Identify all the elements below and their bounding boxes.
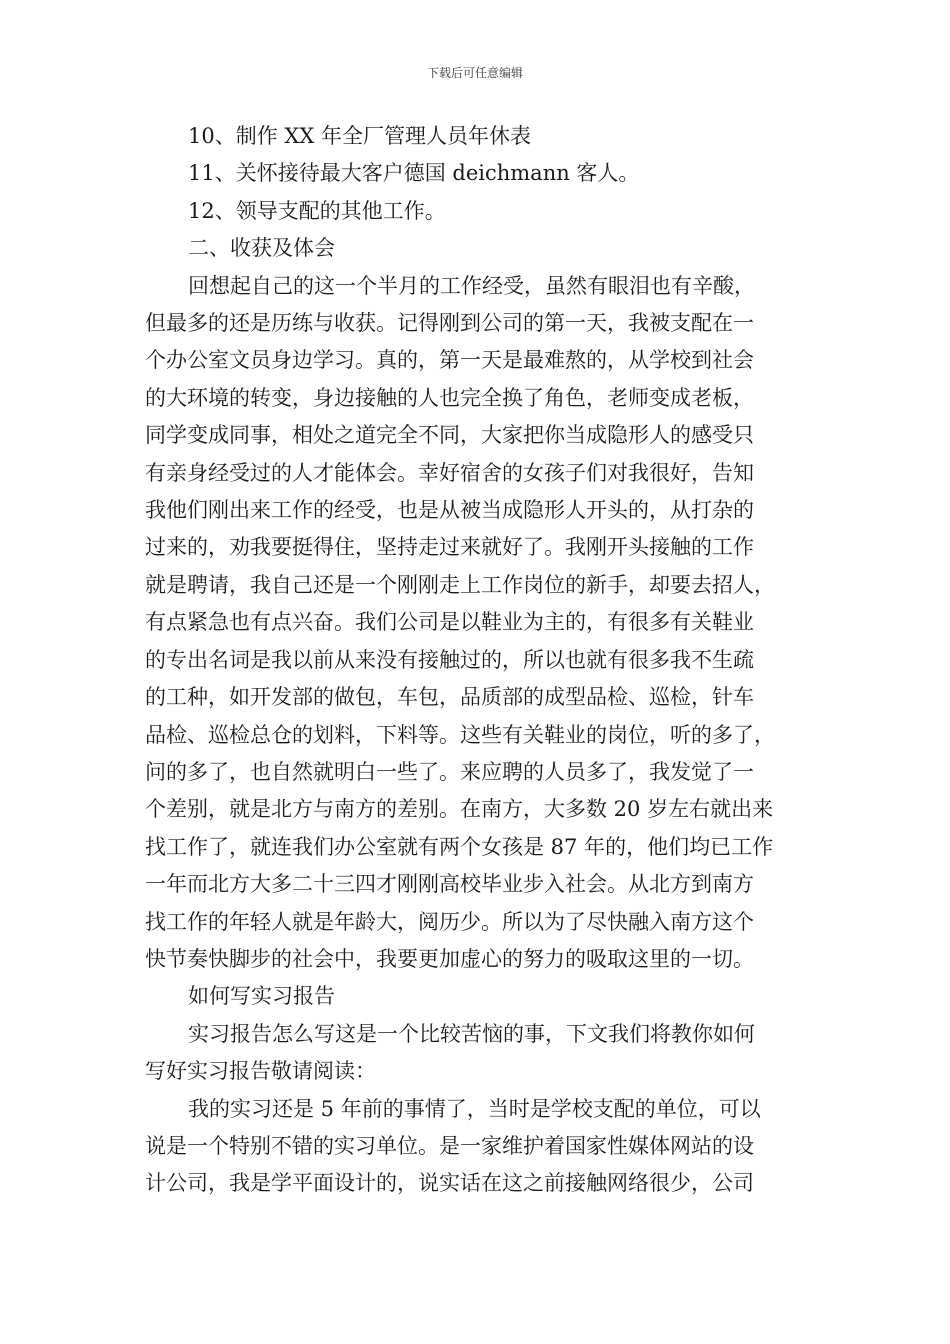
paragraph-line: 有点紧急也有点兴奋。我们公司是以鞋业为主的，有很多有关鞋业 <box>145 610 754 635</box>
paragraph-line: 实习报告怎么写这是一个比较苦恼的事，下文我们将教你如何 <box>188 1021 755 1046</box>
list-item: 10、制作 XX 年全厂管理人员年休表 <box>188 124 531 148</box>
subheading: 如何写实习报告 <box>188 984 335 1009</box>
paragraph-line: 快节奏快脚步的社会中，我要更加虚心的努力的吸取这里的一切。 <box>145 946 754 971</box>
paragraph-line: 说是一个特别不错的实习单位。是一家维护着国家性媒体网站的设 <box>145 1133 754 1158</box>
paragraph-experience <box>145 1091 821 1203</box>
paragraph-line: 品检、巡检总仓的划料，下料等。这些有关鞋业的岗位，听的多了， <box>145 722 775 747</box>
list-item: 11、关怀接待最大客户德国 deichmann 客人。 <box>188 161 640 186</box>
paragraph-line: 我他们刚出来工作的经受，也是从被当成隐形人开头的，从打杂的 <box>145 498 754 523</box>
paragraph-line: 回想起自己的这一个半月的工作经受，虽然有眼泪也有辛酸， <box>188 273 755 298</box>
paragraph-line: 但最多的还是历练与收获。记得刚到公司的第一天，我被支配在一 <box>145 311 754 336</box>
paragraph-line: 写好实习报告敬请阅读： <box>145 1059 376 1084</box>
page-header-note: 下载后可任意编辑 <box>426 66 523 80</box>
paragraph-line: 就是聘请，我自己还是一个刚刚走上工作岗位的新手，却要去招人， <box>145 572 775 597</box>
list-item: 12、领导支配的其他工作。 <box>188 198 446 223</box>
document-body <box>145 118 821 1203</box>
paragraph-intro <box>145 1016 821 1091</box>
section-heading: 二、收获及体会 <box>188 236 335 261</box>
paragraph-line: 问的多了，也自然就明白一些了。来应聘的人员多了，我发觉了一 <box>145 759 754 784</box>
paragraph-line: 个差别，就是北方与南方的差别。在南方，大多数 20 岁左右就出来 <box>145 797 774 822</box>
paragraph-line: 我的实习还是 5 年前的事情了，当时是学校支配的单位，可以 <box>188 1096 761 1121</box>
paragraph-line: 找工作的年轻人就是年龄大，阅历少。所以为了尽快融入南方这个 <box>145 909 754 934</box>
paragraph-line: 的工种，如开发部的做包，车包，品质部的成型品检、巡检，针车 <box>145 685 754 710</box>
paragraph-line: 的大环境的转变，身边接触的人也完全换了角色，老师变成老板， <box>145 385 754 410</box>
paragraph-reflection <box>145 268 821 979</box>
paragraph-line: 有亲身经受过的人才能体会。幸好宿舍的女孩子们对我很好，告知 <box>145 460 754 485</box>
paragraph-line: 的专出名词是我以前从来没有接触过的，所以也就有很多我不生疏 <box>145 647 754 672</box>
paragraph-line: 找工作了，就连我们办公室就有两个女孩是 87 年的，他们均已工作 <box>145 834 774 859</box>
paragraph-line: 过来的，劝我要挺得住，坚持走过来就好了。我刚开头接触的工作 <box>145 535 754 560</box>
paragraph-line: 同学变成同事，相处之道完全不同，大家把你当成隐形人的感受只 <box>145 423 754 448</box>
paragraph-line: 个办公室文员身边学习。真的，第一天是最难熬的，从学校到社会 <box>145 348 754 373</box>
paragraph-line: 一年而北方大多二十三四才刚刚高校毕业步入社会。从北方到南方 <box>145 872 754 897</box>
paragraph-line: 计公司，我是学平面设计的，说实话在这之前接触网络很少，公司 <box>145 1171 754 1196</box>
